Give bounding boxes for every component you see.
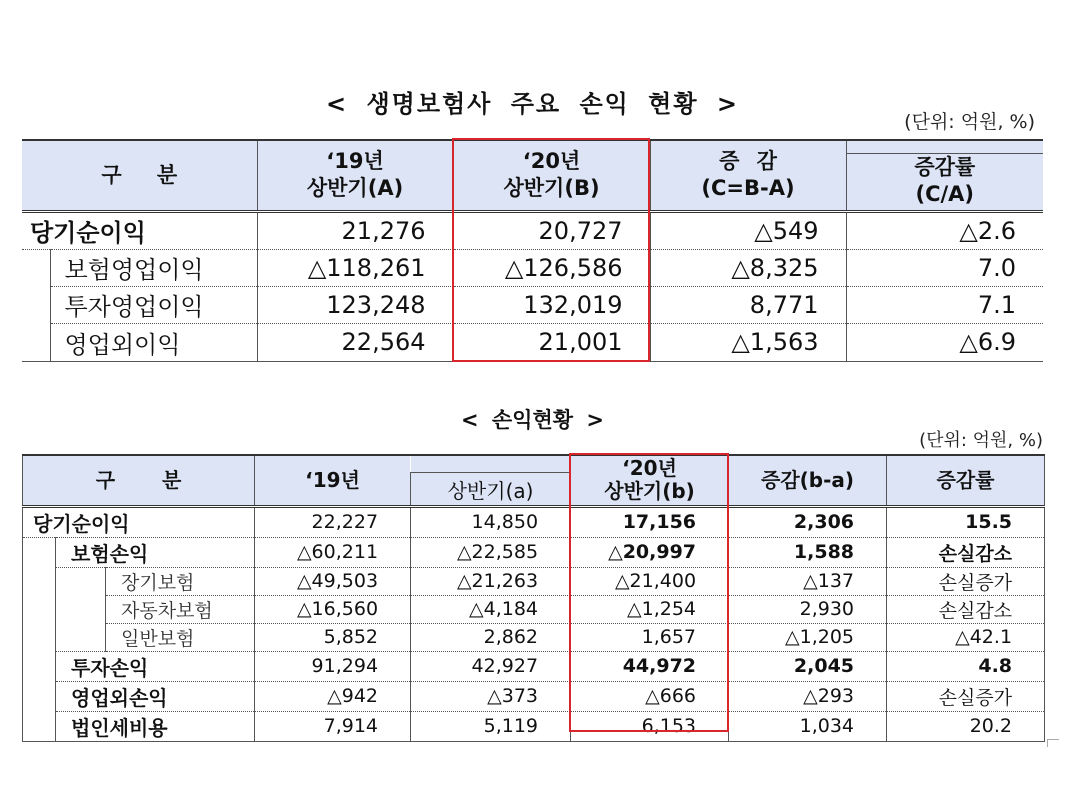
header-category (23, 455, 255, 506)
value-change-rate: 손실증가 (887, 681, 1045, 711)
table2-title: < 손익현황 > (461, 408, 604, 432)
value-change: 1,588 (729, 537, 887, 567)
table1-title: < 생명보험사 주요 손익 현황 > (325, 90, 740, 118)
row-label: 당기순이익 (23, 506, 255, 537)
value-2019-h1: △118,261 (257, 249, 453, 286)
value-change-rate: 15.5 (887, 506, 1045, 537)
value-change: 2,045 (729, 651, 887, 681)
value-change-rate: 손실증가 (887, 567, 1045, 595)
header-change-label: 증 감 (719, 149, 777, 174)
value-change: 2,306 (729, 506, 887, 537)
value-2019-h1: 123,248 (257, 286, 453, 323)
value-2020-h1: △21,400 (571, 567, 729, 595)
profit-loss-detail-table (22, 454, 1045, 742)
row-label: 자동차보험 (106, 595, 255, 623)
header-2020-half: 상반기(B) (503, 176, 600, 201)
value-2020-h1: 17,156 (571, 506, 729, 537)
value-2019-h1: △373 (411, 681, 571, 711)
header-rate-divider (846, 153, 1043, 154)
value-change-rate: △2.6 (846, 211, 1043, 249)
value-2019-h1: △21,263 (411, 567, 571, 595)
value-2019-h1: △4,184 (411, 595, 571, 623)
indent-spacer (23, 537, 56, 741)
value-2019-full-year: △60,211 (255, 537, 411, 567)
page-corner-mark (1047, 739, 1059, 747)
table-row-non-operating-profit (23, 681, 1045, 711)
header-change: 증감(b-a) (729, 455, 887, 506)
header-2020-h1 (571, 455, 729, 506)
value-2019-h1: △22,585 (411, 537, 571, 567)
value-change: △137 (729, 567, 887, 595)
value-2019-full-year: 91,294 (255, 651, 411, 681)
row-label: 당기순이익 (22, 211, 257, 249)
value-2019-full-year: 7,914 (255, 711, 411, 741)
value-change-rate: △42.1 (887, 623, 1045, 651)
row-label: 영업외이익 (50, 323, 257, 361)
table-row-general-insurance (23, 623, 1045, 651)
value-2020-h1: 6,153 (571, 711, 729, 741)
value-2019-h1: 21,276 (257, 211, 453, 249)
value-change-rate: 20.2 (887, 711, 1045, 741)
value-2020-h1: 21,001 (453, 323, 650, 361)
value-change: △8,325 (650, 249, 846, 286)
header-rate-label: 증감률 (914, 155, 976, 180)
header-change-rate: 증감률 (887, 455, 1045, 506)
life-insurer-profit-summary-table (22, 139, 1043, 362)
table-header-row (23, 455, 1045, 472)
table-row-net-income (23, 506, 1045, 537)
header-category (22, 140, 257, 211)
value-change: 2,930 (729, 595, 887, 623)
value-2019-h1: 42,927 (411, 651, 571, 681)
value-change: 1,034 (729, 711, 887, 741)
value-2020-h1: 44,972 (571, 651, 729, 681)
value-change-rate: 4.8 (887, 651, 1045, 681)
header-2020-year: ‘20년 (622, 456, 677, 481)
value-2019-h1: 14,850 (411, 506, 571, 537)
value-change: △293 (729, 681, 887, 711)
table-row-insurance-operating-income (22, 249, 1043, 286)
header-2019-year: ‘19년 (326, 149, 384, 174)
value-2020-h1: △126,586 (453, 249, 650, 286)
table-row-investment-operating-income (22, 286, 1043, 323)
value-change-rate: 7.1 (846, 286, 1043, 323)
header-change (650, 140, 846, 211)
value-2019-h1: 5,119 (411, 711, 571, 741)
header-2019-half: 상반기(A) (306, 176, 404, 201)
value-2020-h1: △1,254 (571, 595, 729, 623)
header-2020-h1 (453, 140, 650, 211)
table-row-long-term-insurance (23, 567, 1045, 595)
value-2020-h1: 1,657 (571, 623, 729, 651)
table-row-non-operating-income (22, 323, 1043, 361)
table-row-auto-insurance (23, 595, 1045, 623)
header-2020-half: 상반기(b) (604, 479, 695, 504)
header-2019-h1: 상반기(a) (411, 472, 571, 506)
header-change-formula: (C=B-A) (701, 176, 795, 201)
header-category-label: 구 분 (95, 467, 182, 492)
value-2020-h1: △666 (571, 681, 729, 711)
table-row-corporate-tax (23, 711, 1045, 741)
table-row-net-income (22, 211, 1043, 249)
value-2020-h1: △20,997 (571, 537, 729, 567)
value-change: △1,563 (650, 323, 846, 361)
value-change-rate: △6.9 (846, 323, 1043, 361)
value-change: △549 (650, 211, 846, 249)
header-2019-h1 (257, 140, 453, 211)
header-change-rate (846, 140, 1043, 211)
value-change: △1,205 (729, 623, 887, 651)
table1-unit-note: (단위: 억원, %) (904, 111, 1035, 133)
value-2019-full-year: 5,852 (255, 623, 411, 651)
table2-unit-note: (단위: 억원, %) (919, 430, 1043, 451)
indent-spacer (22, 249, 50, 361)
row-label: 투자손익 (56, 651, 255, 681)
value-change-rate: 손실감소 (887, 595, 1045, 623)
header-category-label: 구 분 (101, 162, 178, 187)
row-label: 보험손익 (56, 537, 255, 567)
table-row-insurance-profit (23, 537, 1045, 567)
header-2019-spacer (411, 455, 571, 472)
table-row-investment-profit (23, 651, 1045, 681)
value-2019-h1: 2,862 (411, 623, 571, 651)
value-change-rate: 손실감소 (887, 537, 1045, 567)
value-2020-h1: 132,019 (453, 286, 650, 323)
value-2019-full-year: △49,503 (255, 567, 411, 595)
row-label: 법인세비용 (56, 711, 255, 741)
row-label: 보험영업이익 (50, 249, 257, 286)
table-header-row (22, 140, 1043, 211)
header-2020-year: ‘20년 (522, 149, 581, 174)
value-2019-full-year: 22,227 (255, 506, 411, 537)
value-2019-full-year: △16,560 (255, 595, 411, 623)
row-label: 영업외손익 (56, 681, 255, 711)
sub-indent-spacer (56, 567, 106, 651)
header-rate-formula: (C/A) (915, 182, 975, 207)
value-change-rate: 7.0 (846, 249, 1043, 286)
row-label: 일반보험 (106, 623, 255, 651)
value-2020-h1: 20,727 (453, 211, 650, 249)
value-2019-full-year: △942 (255, 681, 411, 711)
row-label: 장기보험 (106, 567, 255, 595)
header-2019-year: ‘19년 (255, 455, 411, 506)
value-change: 8,771 (650, 286, 846, 323)
value-2019-h1: 22,564 (257, 323, 453, 361)
row-label: 투자영업이익 (50, 286, 257, 323)
